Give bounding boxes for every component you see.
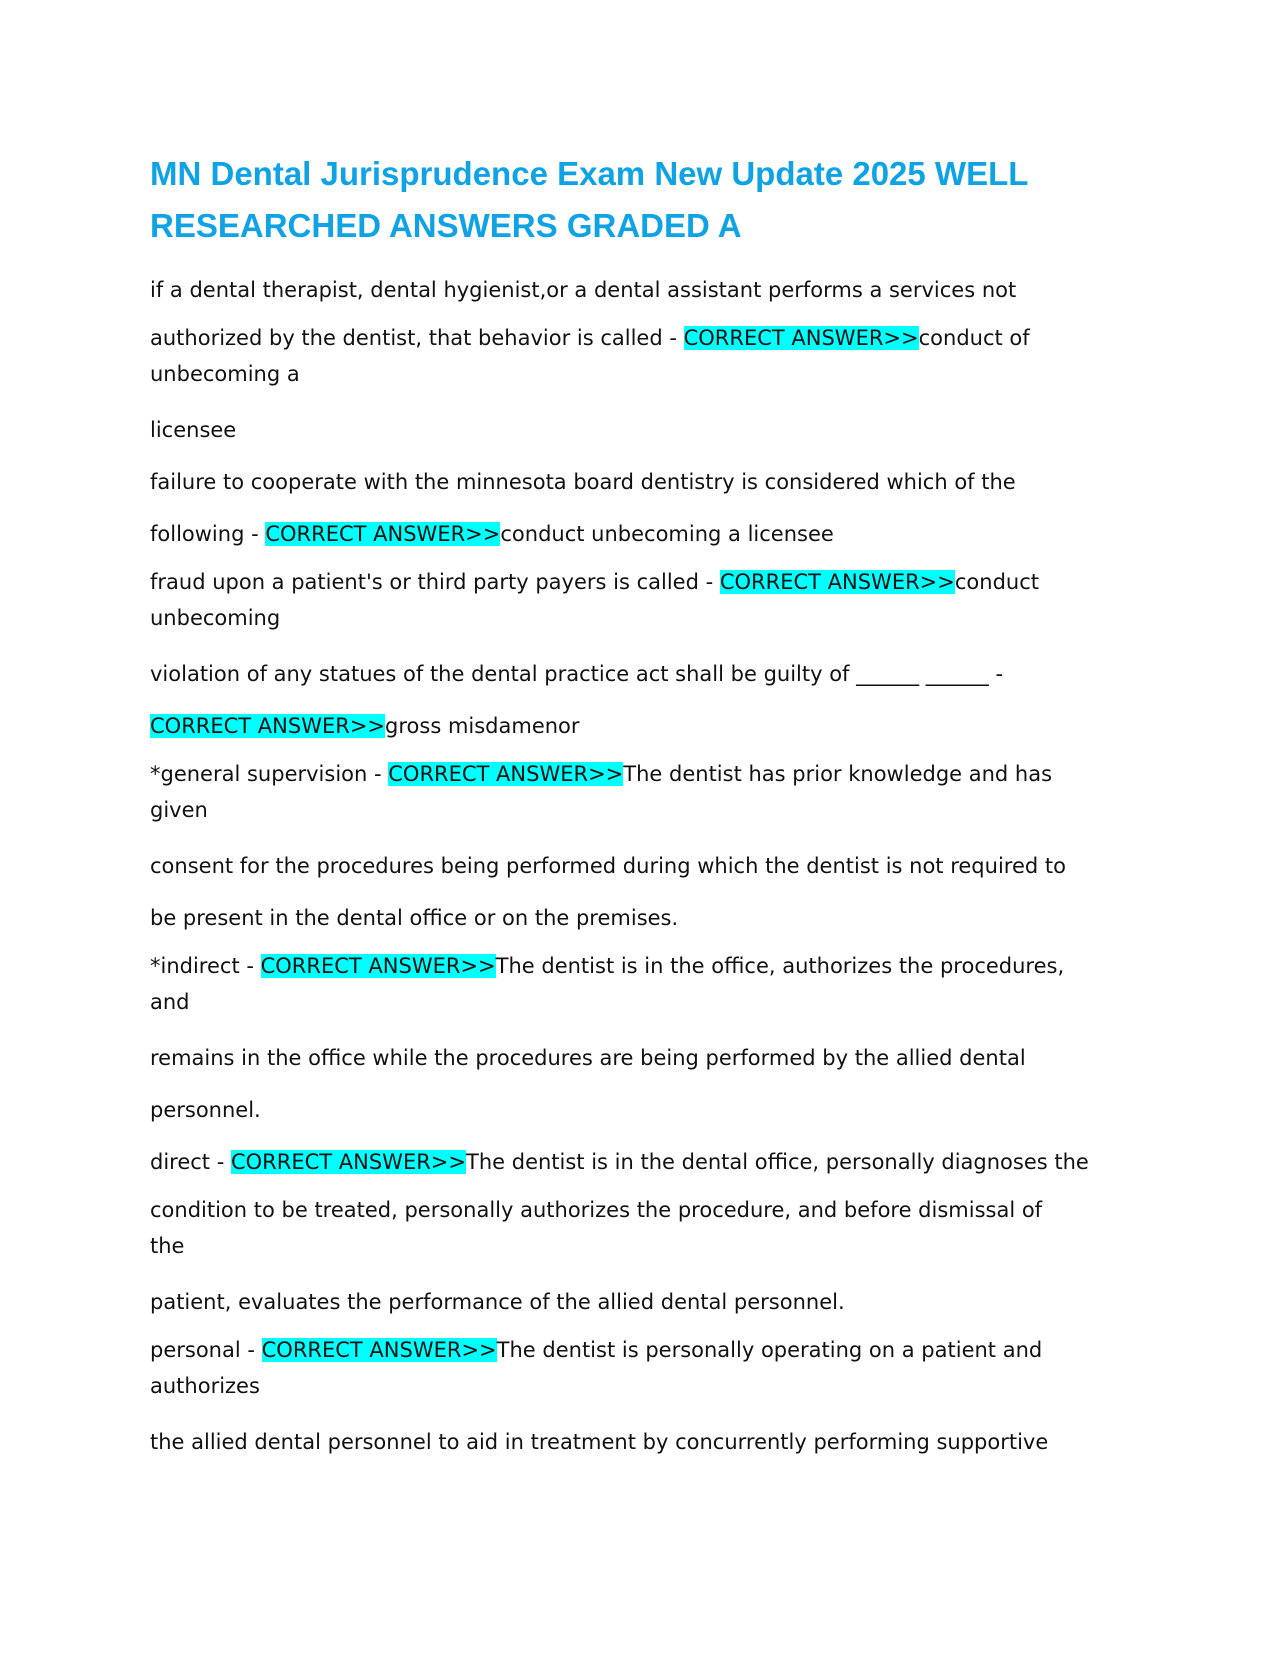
line-main	[150, 954, 1064, 978]
question-text: personal -	[150, 1338, 262, 1362]
line-main	[150, 470, 1016, 494]
question-text: remains in the office while the procedures are being performed by the allied dental	[150, 1046, 1026, 1070]
line-main	[150, 1098, 261, 1122]
question-text: consent for the procedures being performed during which the dentist is not required to	[150, 854, 1066, 878]
line-main	[150, 1430, 1048, 1454]
question-text: fraud upon a patient's or third party payers is called -	[150, 570, 720, 594]
question-text: the allied dental personnel to aid in treatment by concurrently performing supportive	[150, 1430, 1049, 1454]
line-main	[150, 1150, 1089, 1174]
correct-answer-marker: CORRECT ANSWER>>	[150, 714, 386, 738]
wrapped-text: and	[150, 990, 190, 1014]
correct-answer-marker: CORRECT ANSWER>>	[265, 522, 501, 546]
line-main	[150, 762, 1052, 786]
line-main	[150, 1290, 845, 1314]
line-main	[150, 522, 834, 546]
text-line	[150, 320, 1130, 408]
text-line	[150, 844, 1130, 896]
question-text: condition to be treated, personally authorizes the procedure, and before dismissal of	[150, 1198, 1043, 1222]
text-line	[150, 564, 1130, 652]
text-line	[150, 704, 1130, 756]
text-line	[150, 1088, 1130, 1140]
text-line	[150, 408, 1130, 460]
answer-text: The dentist is personally operating on a patient and	[496, 1338, 1043, 1362]
text-line	[150, 948, 1130, 1036]
document-title: MN Dental Jurisprudence Exam New Update 2025 WELL RESEARCHED ANSWERS GRADED A	[150, 155, 1028, 244]
correct-answer-marker: CORRECT ANSWER>>	[230, 1150, 466, 1174]
text-line	[150, 1140, 1130, 1192]
correct-answer-marker: CORRECT ANSWER>>	[719, 570, 955, 594]
question-text: patient, evaluates the performance of the allied dental personnel.	[150, 1290, 845, 1314]
question-text: authorized by the dentist, that behavior is called -	[150, 326, 684, 350]
line-main	[150, 1338, 1042, 1362]
line-main	[150, 854, 1066, 878]
text-line	[150, 756, 1130, 844]
line-main	[150, 1046, 1026, 1070]
text-line	[150, 268, 1130, 320]
text-line	[150, 460, 1130, 512]
line-main	[150, 1198, 1042, 1222]
correct-answer-marker: CORRECT ANSWER>>	[261, 1338, 497, 1362]
correct-answer-marker: CORRECT ANSWER>>	[260, 954, 496, 978]
answer-text: conduct of	[918, 326, 1030, 350]
question-text: if a dental therapist, dental hygienist,or a dental assistant performs a services not	[150, 278, 1017, 302]
answer-text: The dentist is in the office, authorizes the procedures,	[495, 954, 1065, 978]
line-main	[150, 906, 678, 930]
question-text: personnel.	[150, 1098, 261, 1122]
line-main	[150, 326, 1030, 350]
question-text: *indirect -	[150, 954, 261, 978]
answer-text: The dentist has prior knowledge and has	[623, 762, 1053, 786]
answer-text: conduct unbecoming a licensee	[500, 522, 834, 546]
question-text: failure to cooperate with the minnesota board dentistry is considered which of the	[150, 470, 1016, 494]
text-line	[150, 1036, 1130, 1088]
line-main	[150, 278, 1016, 302]
line-main	[150, 418, 236, 442]
text-line	[150, 1420, 1130, 1472]
wrapped-text: the	[150, 1234, 185, 1258]
answer-text: The dentist is in the dental office, personally diagnoses the	[466, 1150, 1089, 1174]
line-main	[150, 662, 1003, 686]
answer-text: conduct	[954, 570, 1039, 594]
text-line	[150, 896, 1130, 948]
line-main	[150, 570, 1039, 594]
line-main	[150, 714, 580, 738]
correct-answer-marker: CORRECT ANSWER>>	[683, 326, 919, 350]
wrapped-text: unbecoming a	[150, 362, 300, 386]
question-text: be present in the dental office or on the premises.	[150, 906, 679, 930]
question-text: *general supervision -	[150, 762, 389, 786]
question-text: licensee	[150, 418, 237, 442]
text-line	[150, 1332, 1130, 1420]
text-line	[150, 1192, 1130, 1280]
question-text: violation of any statues of the dental practice act shall be guilty of ______ ______ -	[150, 662, 1004, 686]
answer-text: gross misdamenor	[385, 714, 580, 738]
text-line	[150, 652, 1130, 704]
text-line	[150, 1280, 1130, 1332]
correct-answer-marker: CORRECT ANSWER>>	[388, 762, 624, 786]
wrapped-text: authorizes	[150, 1374, 260, 1398]
question-text: following -	[150, 522, 266, 546]
question-text: direct -	[150, 1150, 231, 1174]
wrapped-text: unbecoming	[150, 606, 281, 630]
text-line	[150, 512, 1130, 564]
document-body	[150, 268, 1130, 1472]
wrapped-text: given	[150, 798, 208, 822]
